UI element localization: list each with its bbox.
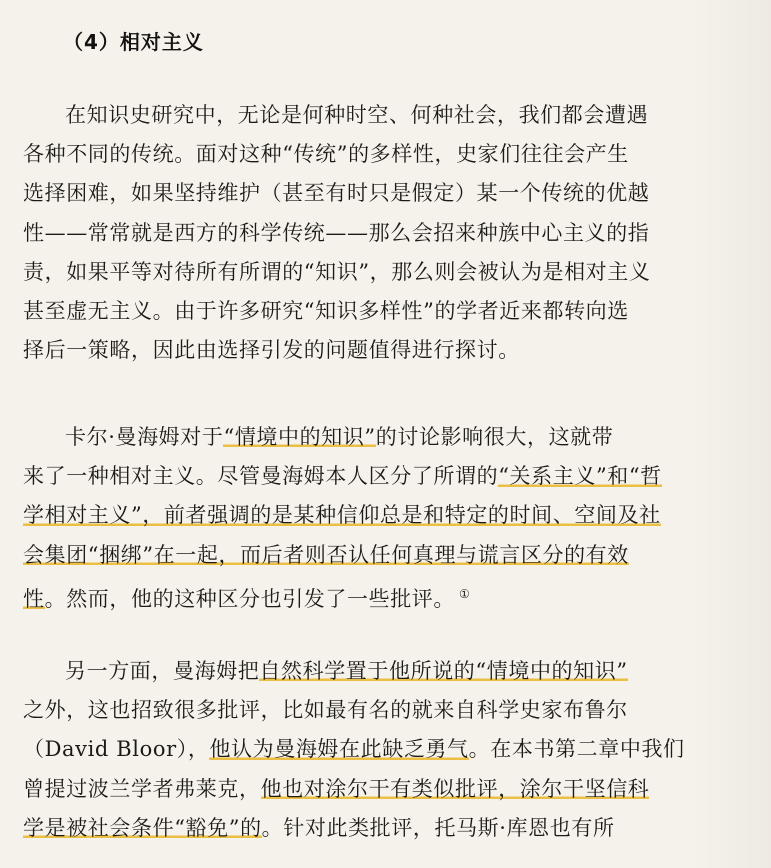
text-segment: 。然而，他的这种区分也引发了一些批评。: [44, 586, 456, 611]
highlighted-text: “关系主义”和“哲: [498, 464, 662, 489]
text-line: [23, 809, 663, 848]
highlighted-text: 他也对涂尔干有类似批评，涂尔干坚信科: [260, 776, 650, 801]
paragraph-mannheim: [23, 418, 663, 619]
highlighted-text: 他认为曼海姆在此缺乏勇气: [209, 737, 469, 762]
text-segment: 另一方面，曼海姆把: [65, 659, 260, 683]
text-segment: （David Bloor），: [23, 737, 210, 762]
highlighted-text: 学相对主义”，前者强调的是某种信仰总是和特定的时间、空间及社: [23, 503, 661, 528]
text-line: 各种不同的传统。面对这种“传统”的多样性，史家们往往会产生: [23, 142, 629, 167]
highlighted-text: 会集团“捆绑”在一起，而后者则否认任何真理与谎言区分的有效: [23, 542, 629, 567]
text-line: [23, 730, 685, 769]
text-segment: 。针对此类批评，托马斯·库恩也有所: [261, 815, 615, 840]
text-line: 甚至虚无主义。由于许多研究“知识多样性”的学者近来都转向选: [23, 299, 629, 324]
text-line: 责，如果平等对待所有所谓的“知识”，那么则会被认为是相对主义: [23, 259, 651, 284]
highlighted-text: 自然科学置于他所说的“情境中的知识”: [259, 659, 628, 683]
section-title: （4）相对主义: [63, 30, 204, 54]
text-line: 选择困难，如果坚持维护（甚至有时只是假定）某一个传统的优越: [23, 181, 650, 206]
text-line: [23, 770, 663, 809]
text-line: [23, 691, 663, 730]
text-segment: 曾提过波兰学者弗莱克，: [23, 776, 261, 801]
text-segment: 来了一种相对主义。尽管曼海姆本人区分了所谓的: [23, 464, 499, 489]
paragraph-natural-science: [23, 652, 685, 848]
text-segment: 。在本书第二章中我们: [468, 737, 685, 762]
footnote-marker[interactable]: ①: [459, 586, 471, 601]
text-segment: 的讨论影响很大，这就带: [375, 425, 614, 449]
highlighted-text: 学是被社会条件“豁免”的: [23, 815, 262, 840]
text-line: 在知识史研究中，无论是何种时空、何种社会，我们都会遭遇: [65, 103, 649, 127]
text-line: [23, 536, 663, 575]
paragraph-relativism-intro: [23, 96, 663, 370]
text-line: 性——常常就是西方的科学传统——那么会招来种族中心主义的指: [23, 220, 650, 245]
text-line: [23, 652, 663, 691]
text-line: [23, 575, 663, 619]
text-line: [23, 496, 663, 535]
text-segment: 卡尔·曼海姆对于: [65, 425, 224, 449]
text-line: [23, 418, 663, 457]
text-line: 择后一策略，因此由选择引发的问题值得进行探讨。: [23, 338, 520, 363]
highlighted-text: “情境中的知识”: [223, 425, 376, 449]
text-line: [23, 457, 663, 496]
text-segment: 之外，这也招致很多批评，比如最有名的就来自科学史家布鲁尔: [23, 698, 628, 723]
highlighted-text: 性: [23, 586, 45, 611]
bleed-through-texture: [690, 0, 771, 868]
